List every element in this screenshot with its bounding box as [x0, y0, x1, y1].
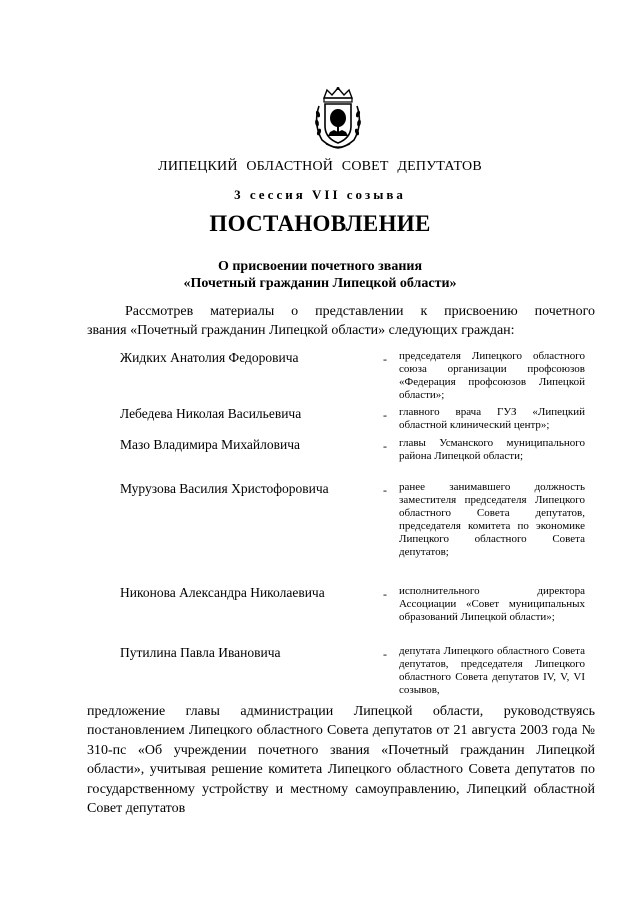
nominee-description: ранее занимавшего должность заместителя председателя Липецкого областного Совета депутатов, председателя комитета по экономике Липецкого областного Совета депутатов; [399, 481, 585, 558]
nominee-name: Мазо Владимира Михайловича [120, 437, 300, 452]
intro-paragraph [87, 302, 595, 340]
coat-of-arms-icon [312, 86, 364, 150]
closing-paragraph: предложение главы администрации Липецкой области, руководствуясь постановлением Липецкого областного Совета депутатов от 21 августа 2003 года № 310-пс «Об учреждении почетного звания «Почетный гражданин Липецкой области», учитывая решение комитета Липецкого областного Совета депутатов по государственному устройству и местному самоуправлению, Липецкий областной Совет депутатов [87, 704, 595, 817]
nominee-description: председателя Липецкого областного союза организации профсоюзов «Федерация профсоюзов Липецкой области»; [399, 350, 585, 401]
nominee-name: Мурузова Василия Христофоровича [120, 481, 329, 496]
list-dash: - [383, 408, 387, 422]
list-dash: - [383, 647, 387, 661]
list-dash: - [383, 483, 387, 497]
nominee-description: главы Усманского муниципального района Липецкой области; [399, 437, 585, 462]
resolution-subject [0, 258, 640, 292]
document-type-title: ПОСТАНОВЛЕНИЕ [209, 211, 431, 236]
council-name: ЛИПЕЦКИЙ ОБЛАСТНОЙ СОВЕТ ДЕПУТАТОВ [158, 159, 482, 174]
list-dash: - [383, 439, 387, 453]
nominee-description: исполнительного директора Ассоциации «Совет муниципальных образований Липецкой области»; [399, 585, 585, 623]
intro-line: Рассмотрев материалы о представлении к присвоению почетного [125, 304, 595, 319]
nominee-name: Никонова Александра Николаевича [120, 585, 325, 600]
nominee-description: главного врача ГУЗ «Липецкий областной клинический центр»; [399, 406, 585, 431]
list-dash: - [383, 352, 387, 366]
nominee-name: Жидких Анатолия Федоровича [120, 350, 299, 365]
subject-line: О присвоении почетного звания [217, 259, 423, 274]
list-dash: - [383, 587, 387, 601]
nominee-name: Путилина Павла Ивановича [120, 645, 281, 660]
nominee-name: Лебедева Николая Васильевича [120, 406, 302, 421]
session-label: 3 сессия VII созыва [234, 187, 406, 202]
subject-line: «Почетный гражданин Липецкой области» [183, 276, 457, 291]
nominee-description: депутата Липецкого областного Совета депутатов, председателя Липецкого областного Совета депутатов IV, V, VI созывов, [399, 645, 585, 696]
intro-line: звания «Почетный гражданин Липецкой области» следующих граждан: [87, 323, 515, 338]
